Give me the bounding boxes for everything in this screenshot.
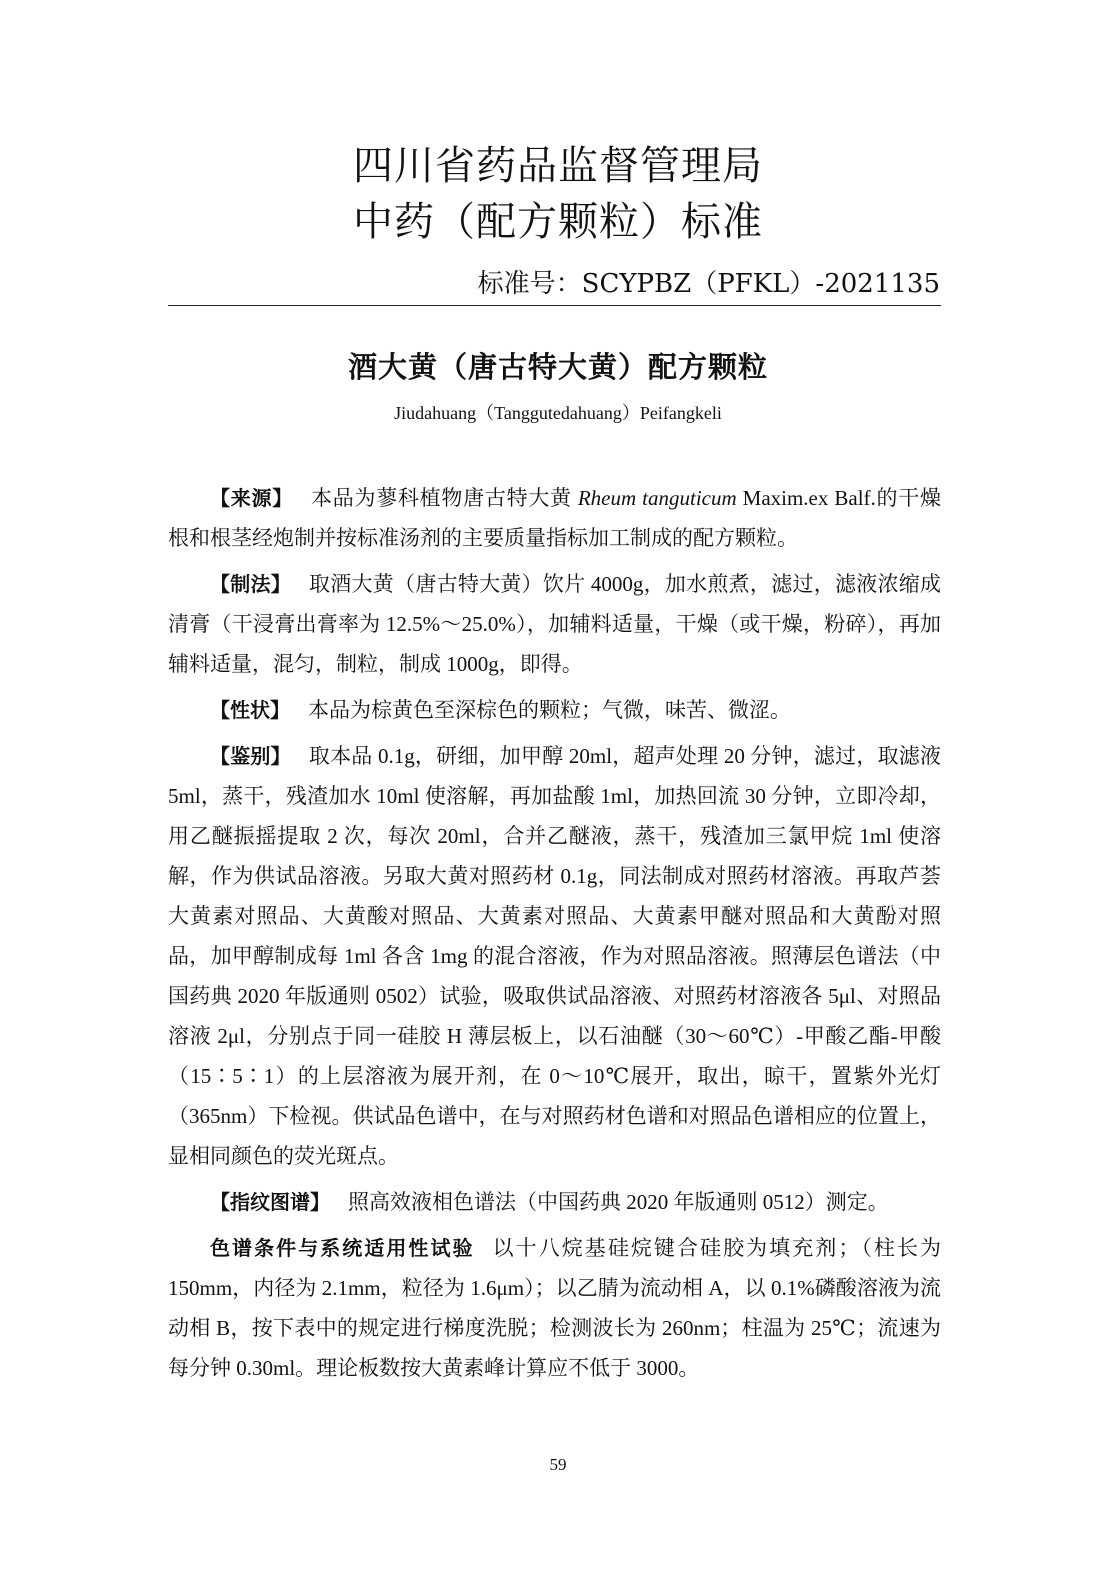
section-character-text: 本品为棕黄色至深棕色的颗粒；气微，味苦、微涩。 [308, 698, 791, 722]
section-fingerprint-text: 照高效液相色谱法（中国药典 2020 年版通则 0512）测定。 [348, 1190, 889, 1214]
section-source [168, 478, 941, 558]
section-identification [168, 736, 941, 1176]
section-identification-tag: 【鉴别】 [210, 744, 291, 768]
section-source-text-after: Maxim.ex Balf.的干燥根和根茎经炮制并按标准汤剂的主要质量指标加工制成的配方颗粒。 [168, 486, 942, 550]
agency-title [0, 138, 1116, 250]
section-character-tag: 【性状】 [210, 698, 290, 722]
section-conditions [168, 1228, 941, 1388]
section-source-latin-name: Rheum tanguticum [577, 486, 737, 510]
section-conditions-heading: 色谱条件与系统适用性试验 [210, 1236, 475, 1260]
document-title: 酒大黄（唐古特大黄）配方颗粒 [347, 350, 768, 384]
agency-title-line2: 中药（配方颗粒）标准 [353, 199, 763, 245]
page-number: 59 [549, 1455, 567, 1474]
standard-number [478, 266, 940, 302]
section-source-tag: 【来源】 [210, 486, 293, 510]
section-conditions-text: 以十八烷基硅烷键合硅胶为填充剂；（柱长为 150mm，内径为 2.1mm，粒径为 1.6μm）；以乙腈为流动相 A，以 0.1%磷酸溶液为流动相 B，按下表中的规定进行梯度洗脱；检测波长为 260nm；柱温为 25℃；流速为每分钟 0.30ml。理论板数按大黄素峰计算应不低于 3000。 [168, 1236, 942, 1380]
section-fingerprint [168, 1182, 941, 1222]
agency-title-line1: 四川省药品监督管理局 [353, 143, 763, 189]
section-fingerprint-tag: 【指纹图谱】 [210, 1190, 330, 1214]
standard-number-label: 标准号： [477, 269, 582, 299]
document-body [168, 478, 941, 1394]
section-preparation-text: 取酒大黄（唐古特大黄）饮片 4000g，加水煎煮，滤过，滤液浓缩成清膏（干浸膏出膏率为 12.5%～25.0%），加辅料适量，干燥（或干燥，粉碎），再加辅料适量，混匀，制粒，制成 1000g，即得。 [168, 572, 941, 676]
section-identification-text: 取本品 0.1g，研细，加甲醇 20ml，超声处理 20 分钟，滤过，取滤液 5ml，蒸干，残渣加水 10ml 使溶解，再加盐酸 1ml，加热回流 30 分钟，立即冷却，用乙醚振摇提取 2 次，每次 20ml，合并乙醚液，蒸干，残渣加三氯甲烷 1ml 使溶解，作为供试品溶液。另取大黄对照药材 0.1g，同法制成对照药材溶液。再取芦荟大黄素对照品、大黄酸对照品、大黄素对照品、大黄素甲醚对照品和大黄酚对照品，加甲醇制成每 1ml 各含 1mg 的混合溶液，作为对照品溶液。照薄层色谱法（中国药典 2020 年版通则 0502）试验，吸取供试品溶液、对照药材溶液各 5μl、对照品溶液 2μl，分别点于同一硅胶 H 薄层板上，以石油醚（30～60℃）-甲酸乙酯-甲酸（15∶5∶1）的上层溶液为展开剂，在 0～10℃展开，取出，晾干，置紫外光灯（365nm）下检视。供试品色谱中，在与对照药材色谱和对照品色谱相应的位置上，显相同颜色的荧光斑点。 [168, 744, 941, 1168]
standard-number-value: SCYPBZ（PFKL）-2021135 [581, 269, 940, 299]
document-subtitle: Jiudahuang（Tanggutedahuang）Peifangkeli [394, 403, 722, 423]
section-source-text-before: 本品为蓼科植物唐古特大黄 [310, 486, 578, 510]
section-preparation [168, 564, 941, 684]
header-divider [168, 305, 941, 306]
section-preparation-tag: 【制法】 [210, 572, 292, 596]
section-character [168, 690, 941, 730]
